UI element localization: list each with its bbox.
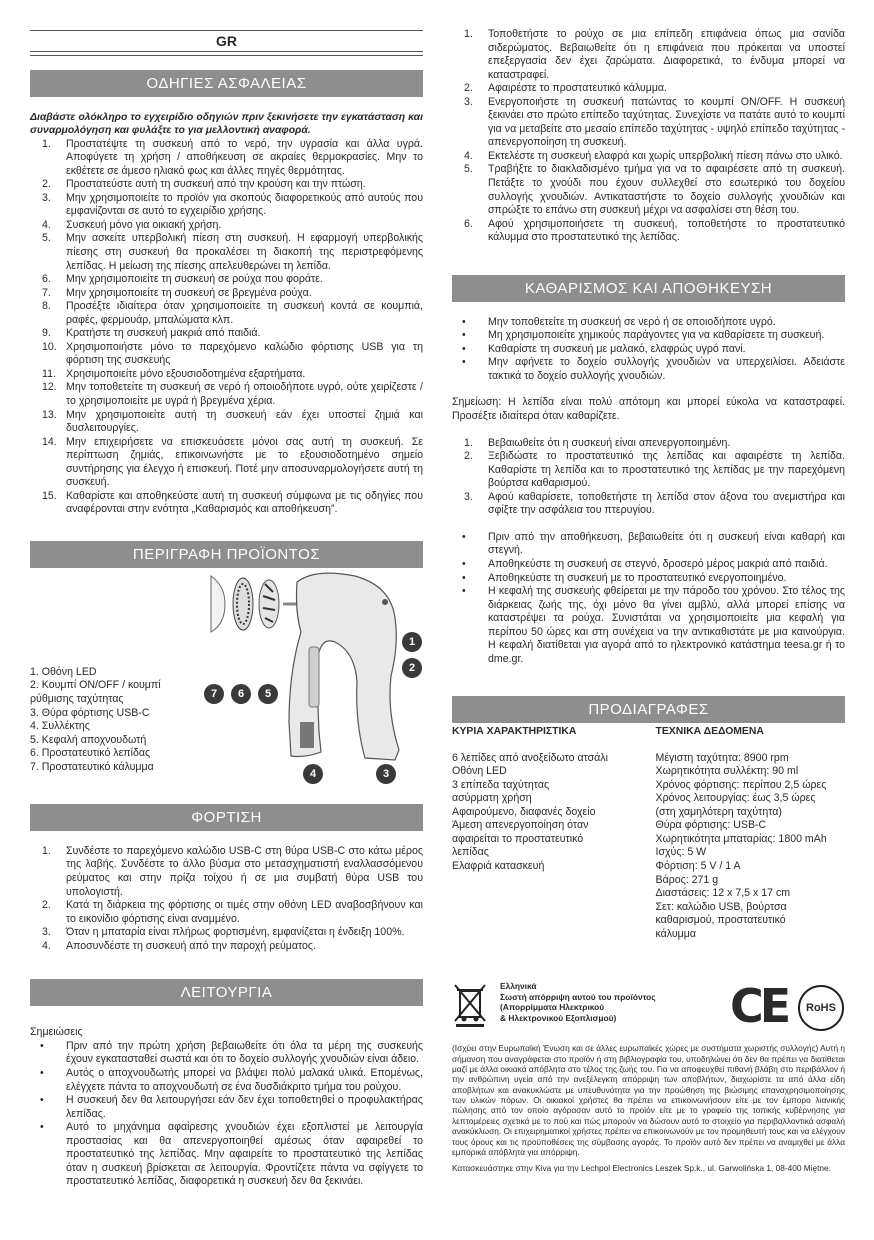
safety-item <box>30 219 423 233</box>
list-text: Ενεργοποιήστε τη συσκευή πατώντας το κουμπί ON/OFF. Η συσκευή ξεκινάει στο πρώτο επίπεδο ταχύτητας. Συνεχίστε να πατάτε αυτό το κουμπί για να μεταβείτε στο μεσαίο επίπεδο ταχύτητας - υψηλό επίπεδο ταχύτητας - απενεργοποίηση τη συσκευή. <box>488 95 845 149</box>
list-text: Προστατέψτε τη συσκευή από το νερό, την υγρασία και άλλα υγρά. Αποφύγετε τη χρήση / αποθήκευση σε ακραίες θερμοκρασίες. Μην το εκθέτετε σε άμεσο ηλιακό φως και άλλες πηγές θερμότητας. <box>66 137 423 177</box>
technical-data <box>656 725 846 941</box>
safety-item <box>30 490 423 517</box>
list-text: Αφού καθαρίσετε, τοποθετήστε τη λεπίδα στον άξονα του ανεμιστήρα και σφίξτε την ασφάλεια του πτερυγίου. <box>488 490 845 517</box>
main-feature: ασύρματη χρήση <box>452 792 532 805</box>
storage-bullet <box>452 558 845 572</box>
main-features-heading: ΚΥΡΙΑ ΧΑΡΑΚΤΗΡΙΣΤΙΚΑ <box>452 726 577 738</box>
operation-notes <box>30 1040 423 1189</box>
list-number: 2. <box>464 450 473 463</box>
callout-2: 2 <box>402 658 422 678</box>
list-text: Μην τοποθετείτε τη συσκευή σε νερό ή οποιοδήποτε υγρό, ούτε χειρίζεστε / το χρησιμοποιείτε με υγρά ή βρεγμένα χέρια. <box>66 381 423 408</box>
safety-item <box>30 287 423 301</box>
safety-item <box>30 327 423 341</box>
list-number: 11. <box>42 367 56 380</box>
charging-step <box>30 940 423 954</box>
operation-note <box>30 1094 423 1121</box>
operation-step <box>452 218 845 245</box>
technical-spec: Φόρτιση: 5 V / 1 A <box>655 860 741 873</box>
list-text: Κατά τη διάρκεια της φόρτισης οι τιμές στην οθόνη LED αναβοσβήνουν και το εικονίδιο φόρτισης είναι αναμμένο. <box>66 899 423 925</box>
list-text: Η κεφαλή της συσκευής φθείρεται με την πάροδο του χρόνου. Στο τέλος της διάρκειας ζωής της, όχι μόνο θα γίνει αμβλύ, αλλά μπορεί επίσης να καταστρέψει τα ρούχα. Συνιστάται να χρησιμοποιείτε μια κεφαλή για περίπου 50 ώρες και στη συνέχεια να την αντικαθιστάτε με μια καινούργια. Η κεφαλή διατίθεται για αγορά από το ηλεκτρονικό κατάστημα teesa.gr ή το dme.gr. <box>488 585 845 665</box>
operation-step <box>452 28 845 82</box>
bullet-icon: • <box>462 585 466 598</box>
charging-step <box>30 899 423 926</box>
list-text: Αφαιρέστε το προστατευτικό κάλυμμα. <box>488 82 667 95</box>
disposal-heading <box>500 981 656 1023</box>
operation-notes-label: Σημειώσεις <box>30 1026 83 1039</box>
list-number: 7. <box>42 286 51 299</box>
list-text: Μη χρησιμοποιείτε χημικούς παράγοντες για να καθαρίσετε τη συσκευή. <box>488 329 825 342</box>
safety-item <box>30 436 423 490</box>
disposal-subtitle-2: & Ηλεκτρονικού Εξοπλισμού) <box>500 1012 617 1023</box>
technical-spec: Χρόνος λειτουργίας: έως 3,5 ώρες <box>655 792 816 805</box>
main-feature: Ελαφριά κατασκευή <box>452 860 545 873</box>
list-text: Αποσυνδέστε τη συσκευή από την παροχή ρεύματος. <box>66 939 316 952</box>
specs-title: ΠΡΟΔΙΑΓΡΑΦΕΣ <box>452 696 845 723</box>
list-number: 5. <box>464 163 473 176</box>
storage-bullet <box>452 572 845 586</box>
list-text: Πριν από την αποθήκευση, βεβαιωθείτε ότι η συσκευή είναι καθαρή και στεγνή. <box>488 530 845 557</box>
bullet-icon: • <box>40 1121 44 1134</box>
product-section <box>30 568 423 788</box>
technical-spec: Ισχύς: 5 W <box>655 846 707 859</box>
bullet-icon: • <box>462 356 466 369</box>
operation-step <box>452 96 845 150</box>
ce-mark: CE <box>730 979 788 1034</box>
bullet-icon: • <box>462 557 466 570</box>
list-text: Μην χρησιμοποιείτε τη συσκευή σε ρούχα που φοράτε. <box>66 273 323 286</box>
list-number: 4. <box>42 218 51 231</box>
left-column <box>30 0 423 1240</box>
list-text: Αφού χρησιμοποιήσετε τη συσκευή, τοποθετήστε το προστατευτικό κάλυμμα στο προστατευτικό της λεπίδας. <box>488 217 845 244</box>
list-number: 10. <box>42 340 57 353</box>
right-column <box>452 0 845 1240</box>
list-text: Η συσκευή δεν θα λειτουργήσει εάν δεν έχει τοποθετηθεί ο προφυλακτήρας λεπίδας. <box>66 1094 423 1120</box>
technical-spec: καθαρισμού, προστατευτικό <box>655 914 786 927</box>
list-number: 9. <box>42 327 51 340</box>
technical-spec: Διαστάσεις: 12 x 7,5 x 17 cm <box>655 887 791 900</box>
list-text: Καθαρίστε και αποθηκεύστε αυτή τη συσκευή σύμφωνα με τις οδηγίες που αναφέρονται στην ενότητα „Καθαρισμός και αποθήκευση”. <box>66 489 423 516</box>
disposal-title: Σωστή απόρριψη αυτού του προϊόντος <box>500 991 656 1002</box>
list-number: 2. <box>42 899 51 912</box>
list-text: Μην επιχειρήσετε να επισκευάσετε μόνοι σας αυτή τη συσκευή. Σε περίπτωση ζημιάς, επικοινωνήστε με το εξουσιοδοτημένο σημείο συντήρησης για έλεγχο ή επισκευή. Ποτέ μην αποσυναρμολογήσετε αυτή τη συσκευή. <box>66 435 423 489</box>
list-number: 5. <box>42 232 51 245</box>
list-number: 4. <box>464 149 473 162</box>
list-number: 1. <box>464 28 473 40</box>
safety-item <box>30 300 423 327</box>
list-number: 4. <box>42 939 51 952</box>
list-text: Συνδέστε το παρεχόμενο καλώδιο USB-C στη θύρα USB-C στο κάτω μέρος της λαβής. Συνδέστε το άλλο βύσμα στο μετασχηματιστή εναλλασσόμενου ρεύματος και στην πρίζα τοίχου ή σε μια συμβατή θύρα USB του υπολογιστή. <box>66 844 423 898</box>
list-text: Μην χρησιμοποιείτε τη συσκευή σε βρεγμένα ρούχα. <box>66 286 312 299</box>
specs-columns <box>452 725 845 941</box>
list-text: Χρησιμοποιήστε μόνο το παρεχόμενο καλώδιο φόρτισης USB για τη φόρτιση της συσκευής <box>66 340 423 367</box>
list-number: 1. <box>464 436 473 449</box>
list-text: Αυτός ο αποχνουδωτής μπορεί να βλάψει πολύ μαλακά υλικά. Επομένως, ελέγχετε πάντα το αποχνουδωτή σε ένα δυσδιάκριτο τμήμα του ρούχου. <box>66 1066 423 1093</box>
safety-item <box>30 192 423 219</box>
list-text: Χρησιμοποιείτε μόνο εξουσιοδοτημένα εξαρτήματα. <box>66 367 306 380</box>
cleaning-steps <box>452 437 845 518</box>
cleaning-bullet <box>452 343 845 357</box>
bullet-icon: • <box>462 571 466 584</box>
list-text: Μην τοποθετείτε τη συσκευή σε νερό ή σε οποιοδήποτε υγρό. <box>488 315 776 328</box>
bullet-icon: • <box>40 1094 44 1107</box>
safety-item <box>30 341 423 368</box>
cleaning-bullet <box>452 356 845 383</box>
operation-step <box>452 163 845 217</box>
disposal-text: (Ισχύει στην Ευρωπαϊκή Ένωση και σε άλλες ευρωπαϊκές χώρες με συστήματα χωριστής συλλογής) Αυτή η σήμανση που αναγράφεται στο προϊόν ή στη βιβλιογραφία του, υποδηλώνει ότι δεν θα πρέπει να διατίθεται μαζί με άλλα οικιακά απόβλητα στο τέλος της ζωής του. Για να αποφευχθεί πιθανή βλάβη στο περιβάλλον ή την ανθρώπινη υγεία από την ανεξέλεγκτη απόρριψη των αποβλήτων, διαχωρίστε τα από άλλα είδη αποβλήτων και ανακυκλώστε με υπευθυνότητα για την προώθηση της βιώσιμης επαναχρησιμοποίησης των υλικών πόρων. Οι οικιακοί χρήστες θα πρέπει να επικοινωνήσουν είτε με τον έμπορο λιανικής πώλησης από τον οποίο αγόρασαν αυτό το προϊόν είτε με το γραφείο της τοπικής κυβέρνησης για λεπτομέρειες σχετικά με το πού και πώς μπορούν να δώσουν αυτό το στοιχείο για περιβαλλοντικά ασφαλή ανακύκλωση. Οι επιχειρηματικοί χρήστες πρέπει να επικοινωνούν με τον προμηθευτή τους και να ελέγχουν τους όρους και τις προϋποθέσεις της σύμβασης αγοράς. Το προϊόν αυτό δεν πρέπει να αναμιχθεί με άλλα εμπορικά απόβλητα για απόρριψη. <box>452 1043 845 1157</box>
manufacturer-text: Κατασκευάστηκε στην Kiva για την Lechpol Electronics Leszek Sp.k., ul. Garwolińska 1, 08-400 Miętne. <box>452 1163 831 1174</box>
list-text: Όταν η μπαταρία είναι πλήρως φορτισμένη, εμφανίζεται η ένδειξη 100%. <box>66 926 405 939</box>
safety-item <box>30 368 423 382</box>
cleaning-title: ΚΑΘΑΡΙΣΜΟΣ ΚΑΙ ΑΠΟΘΗΚΕΥΣΗ <box>452 275 845 302</box>
lint-remover-illustration <box>205 572 425 786</box>
bullet-icon: • <box>40 1039 44 1052</box>
operation-note <box>30 1040 423 1067</box>
technical-spec: Σετ: καλώδιο USB, βούρτσα <box>655 900 787 913</box>
list-number: 13. <box>42 408 57 421</box>
part-label: 5. Κεφαλή αποχνουδωτή <box>30 733 147 746</box>
callout-6: 6 <box>231 684 251 704</box>
disposal-subtitle-1: (Απορρίμματα Ηλεκτρικού <box>500 1002 605 1013</box>
charging-title: ΦΟΡΤΙΣΗ <box>30 804 423 831</box>
list-text: Πριν από την πρώτη χρήση βεβαιωθείτε ότι όλα τα μέρη της συσκευής έχουν εγκατασταθεί σωστά και ότι το δοχείο συλλογής χνουδιών είναι άδειο. <box>66 1039 423 1066</box>
safety-item <box>30 232 423 273</box>
list-number: 8. <box>42 300 51 313</box>
list-text: Μην αφήνετε το δοχείο συλλογής χνουδιών να υπερχειλίσει. Αδειάστε τακτικά το δοχείο συλλογής χνουδιών. <box>488 356 845 382</box>
list-text: Βεβαιωθείτε ότι η συσκευή είναι απενεργοποιημένη. <box>488 436 731 449</box>
cleaning-step <box>452 491 845 518</box>
operation-title: ΛΕΙΤΟΥΡΓΙΑ <box>30 979 423 1006</box>
part-label: 4. Συλλέκτης <box>30 720 90 733</box>
part-label: 1. Οθόνη LED <box>30 665 97 678</box>
cleaning-bullet <box>452 329 845 343</box>
list-text: Εκτελέστε τη συσκευή ελαφρά και χωρίς υπερβολική πίεση πάνω στο υλικό. <box>488 149 843 162</box>
cleaning-bullet <box>452 316 845 330</box>
list-text: Τοποθετήστε το ρούχο σε μια επίπεδη επιφάνεια όπως μια σανίδα σιδερώματος. Βεβαιωθείτε ότι η επιφάνεια που πρόκειται να υποστεί επεξεργασία δεν έχει ζαρώματα. Διαφορετικά, το ένδυμα μπορεί να καταστραφεί. <box>488 28 845 81</box>
list-number: 2. <box>464 82 473 95</box>
bullet-icon: • <box>462 315 466 328</box>
callout-3: 3 <box>376 764 396 784</box>
list-number: 1. <box>42 137 51 150</box>
crossed-bin-icon <box>452 981 488 1027</box>
callout-7: 7 <box>204 684 224 704</box>
safety-item <box>30 409 423 436</box>
operation-step <box>452 82 845 96</box>
divider <box>30 52 423 56</box>
main-feature: Αφαιρούμενο, διαφανές δοχείο <box>452 805 596 818</box>
safety-item <box>30 381 423 408</box>
main-feature: αφαιρείται το προστατευτικό <box>452 832 584 845</box>
parts-list <box>30 666 190 774</box>
part-label: 3. Θύρα φόρτισης USB-C <box>30 706 150 719</box>
bullet-icon: • <box>40 1066 44 1079</box>
safety-intro: Διαβάστε ολόκληρο το εγχειρίδιο οδηγιών πριν ξεκινήσετε την εγκατάσταση και συναρμολόγηση και φυλάξτε το για μελλοντική αναφορά. <box>30 112 423 137</box>
list-text: Αποθηκεύστε τη συσκευή σε στεγνό, δροσερό μέρος μακριά από παιδιά. <box>488 557 828 570</box>
cleaning-note: Σημείωση: Η λεπίδα είναι πολύ απότομη και μπορεί εύκολα να καταστραφεί. Προσέξτε ιδιαίτερα όταν καθαρίζετε. <box>452 396 845 423</box>
disposal-header <box>452 981 845 1041</box>
list-number: 12. <box>42 381 57 394</box>
list-number: 3. <box>42 926 51 939</box>
charging-list <box>30 845 423 953</box>
list-number: 3. <box>42 191 51 204</box>
safety-list <box>30 138 423 517</box>
cleaning-step <box>452 437 845 451</box>
list-text: Μην χρησιμοποιείτε το προϊόν για σκοπούς διαφορετικούς από αυτούς που εμφανίζονται σε αυτό το εγχειρίδιο χρήσης. <box>66 191 423 218</box>
list-text: Ξεβιδώστε το προστατευτικό της λεπίδας και αφαιρέστε τη λεπίδα. Καθαρίστε τη λεπίδα και το προστατευτικό της λεπίδας με την παρεχόμενη βούρτσα καθαρισμού. <box>488 450 845 490</box>
list-number: 6. <box>464 217 473 230</box>
technical-spec: Μέγιστη ταχύτητα: 8900 rpm <box>655 751 789 764</box>
technical-spec: Χωρητικότητα μπαταρίας: 1800 mAh <box>655 832 827 845</box>
list-number: 15. <box>42 489 57 502</box>
bullet-icon: • <box>462 342 466 355</box>
callout-4: 4 <box>303 764 323 784</box>
list-number: 3. <box>464 490 473 503</box>
list-number: 3. <box>464 95 473 108</box>
charging-step <box>30 845 423 899</box>
disposal-language: Ελληνικά <box>500 981 537 992</box>
safety-item <box>30 178 423 192</box>
technical-spec: Βάρος: 271 g <box>655 873 719 886</box>
storage-bullet <box>452 531 845 558</box>
operation-note <box>30 1121 423 1189</box>
list-number: 14. <box>42 435 57 448</box>
cleaning-bullets <box>452 316 845 384</box>
safety-item <box>30 138 423 179</box>
storage-bullets <box>452 531 845 666</box>
storage-bullet <box>452 585 845 666</box>
main-feature: 3 επίπεδα ταχύτητας <box>452 778 550 791</box>
technical-data-list <box>656 752 846 942</box>
technical-spec: Χωρητικότητα συλλέκτη: 90 ml <box>655 765 799 778</box>
main-feature: Άμεση απενεργοποίηση όταν <box>452 819 589 832</box>
list-text: Κρατήστε τη συσκευή μακριά από παιδιά. <box>66 327 261 340</box>
part-label: 2. Κουμπί ON/OFF / κουμπί ρύθμισης ταχύτητας <box>30 679 161 706</box>
list-text: Καθαρίστε τη συσκευή με μαλακό, ελαφρώς υγρό πανί. <box>488 342 746 355</box>
main-feature: λεπίδας <box>452 846 489 859</box>
part-label: 7. Προστατευτικό κάλυμμα <box>30 760 154 773</box>
language-header: GR <box>30 30 423 52</box>
technical-data-heading: ΤΕΧΝΙΚΑ ΔΕΔΟΜΕΝΑ <box>655 726 764 738</box>
product-title: ΠΕΡΙΓΡΑΦΗ ΠΡΟΪΟΝΤΟΣ <box>30 541 423 568</box>
operation-step <box>452 150 845 164</box>
part-label: 6. Προστατευτικό λεπίδας <box>30 747 151 760</box>
rohs-mark: RoHS <box>798 985 844 1031</box>
callout-1: 1 <box>402 632 422 652</box>
callout-5: 5 <box>258 684 278 704</box>
list-text: Μην χρησιμοποιείτε αυτή τη συσκευή εάν έχει υποστεί ζημιά και δυσλειτουργίες. <box>66 408 423 435</box>
operation-steps <box>452 28 845 245</box>
list-text: Αυτό το μηχάνημα αφαίρεσης χνουδιών έχει εξοπλιστεί με λειτουργία προστασίας και θα απενεργοποιηθεί αμέσως όταν αφαιρεθεί το προστατευτικό της λεπίδας. Μην αφαιρείτε το προστατευτικό της λεπίδας όταν η συσκευή βρίσκεται σε λειτουργία. Φροντίζετε πάντα να σφίγγετε το προστατευτικό λεπίδας, διαφορετικά η συσκευή δεν θα ξεκινάει. <box>66 1121 423 1188</box>
list-text: Προσέξτε ιδιαίτερα όταν χρησιμοποιείτε τη συσκευή κοντά σε κουμπιά, ραφές, φερμουάρ, μπαλώματα κλπ. <box>66 300 423 326</box>
list-number: 2. <box>42 178 51 191</box>
list-number: 1. <box>42 844 51 857</box>
bullet-icon: • <box>462 530 466 543</box>
list-text: Προστατεύστε αυτή τη συσκευή από την κρούση και την πτώση. <box>66 178 366 191</box>
main-features-list <box>452 752 642 874</box>
list-text: Αποθηκεύστε τη συσκευή με το προστατευτικό ενεργοποιημένο. <box>488 571 787 584</box>
main-features <box>452 725 642 941</box>
cleaning-step <box>452 450 845 491</box>
bullet-icon: • <box>462 329 466 342</box>
operation-note <box>30 1067 423 1094</box>
list-number: 6. <box>42 273 51 286</box>
charging-step <box>30 926 423 940</box>
list-text: Συσκευή μόνο για οικιακή χρήση. <box>66 218 222 231</box>
safety-title: ΟΔΗΓΙΕΣ ΑΣΦΑΛΕΙΑΣ <box>30 70 423 97</box>
main-feature: Οθόνη LED <box>452 765 507 778</box>
technical-spec: Χρόνος φόρτισης: περίπου 2,5 ώρες <box>655 778 827 791</box>
list-text: Μην ασκείτε υπερβολική πίεση στη συσκευή. Η εφαρμογή υπερβολικής πίεσης στη συσκευή θα προκαλέσει τη διακοπή της περιστρεφόμενης λεπίδας. Η μείωση της πίεσης απελευθερώνει τη λεπίδα. <box>66 232 423 272</box>
main-feature: 6 λεπίδες από ανοξείδωτο ατσάλι <box>452 751 608 764</box>
list-text: Τραβήξτε το διακλαδισμένο τμήμα για να το αφαιρέσετε από τη συσκευή. Πετάξτε το χνούδι που έχουν συλλεχθεί στο εσωτερικό του δοχείου συλλογής χνουδιών. Αντικαταστήστε το δοχείο συλλογής χνουδιών και σπρώξτε το επάνω στη συσκευή μέχρι να ασφαλίσει στη θέση του. <box>488 163 845 217</box>
technical-spec: (στη χαμηλότερη ταχύτητα) <box>655 805 782 818</box>
technical-spec: Θύρα φόρτισης: USB-C <box>655 819 767 832</box>
technical-spec: κάλυμμα <box>655 927 696 940</box>
safety-item <box>30 273 423 287</box>
